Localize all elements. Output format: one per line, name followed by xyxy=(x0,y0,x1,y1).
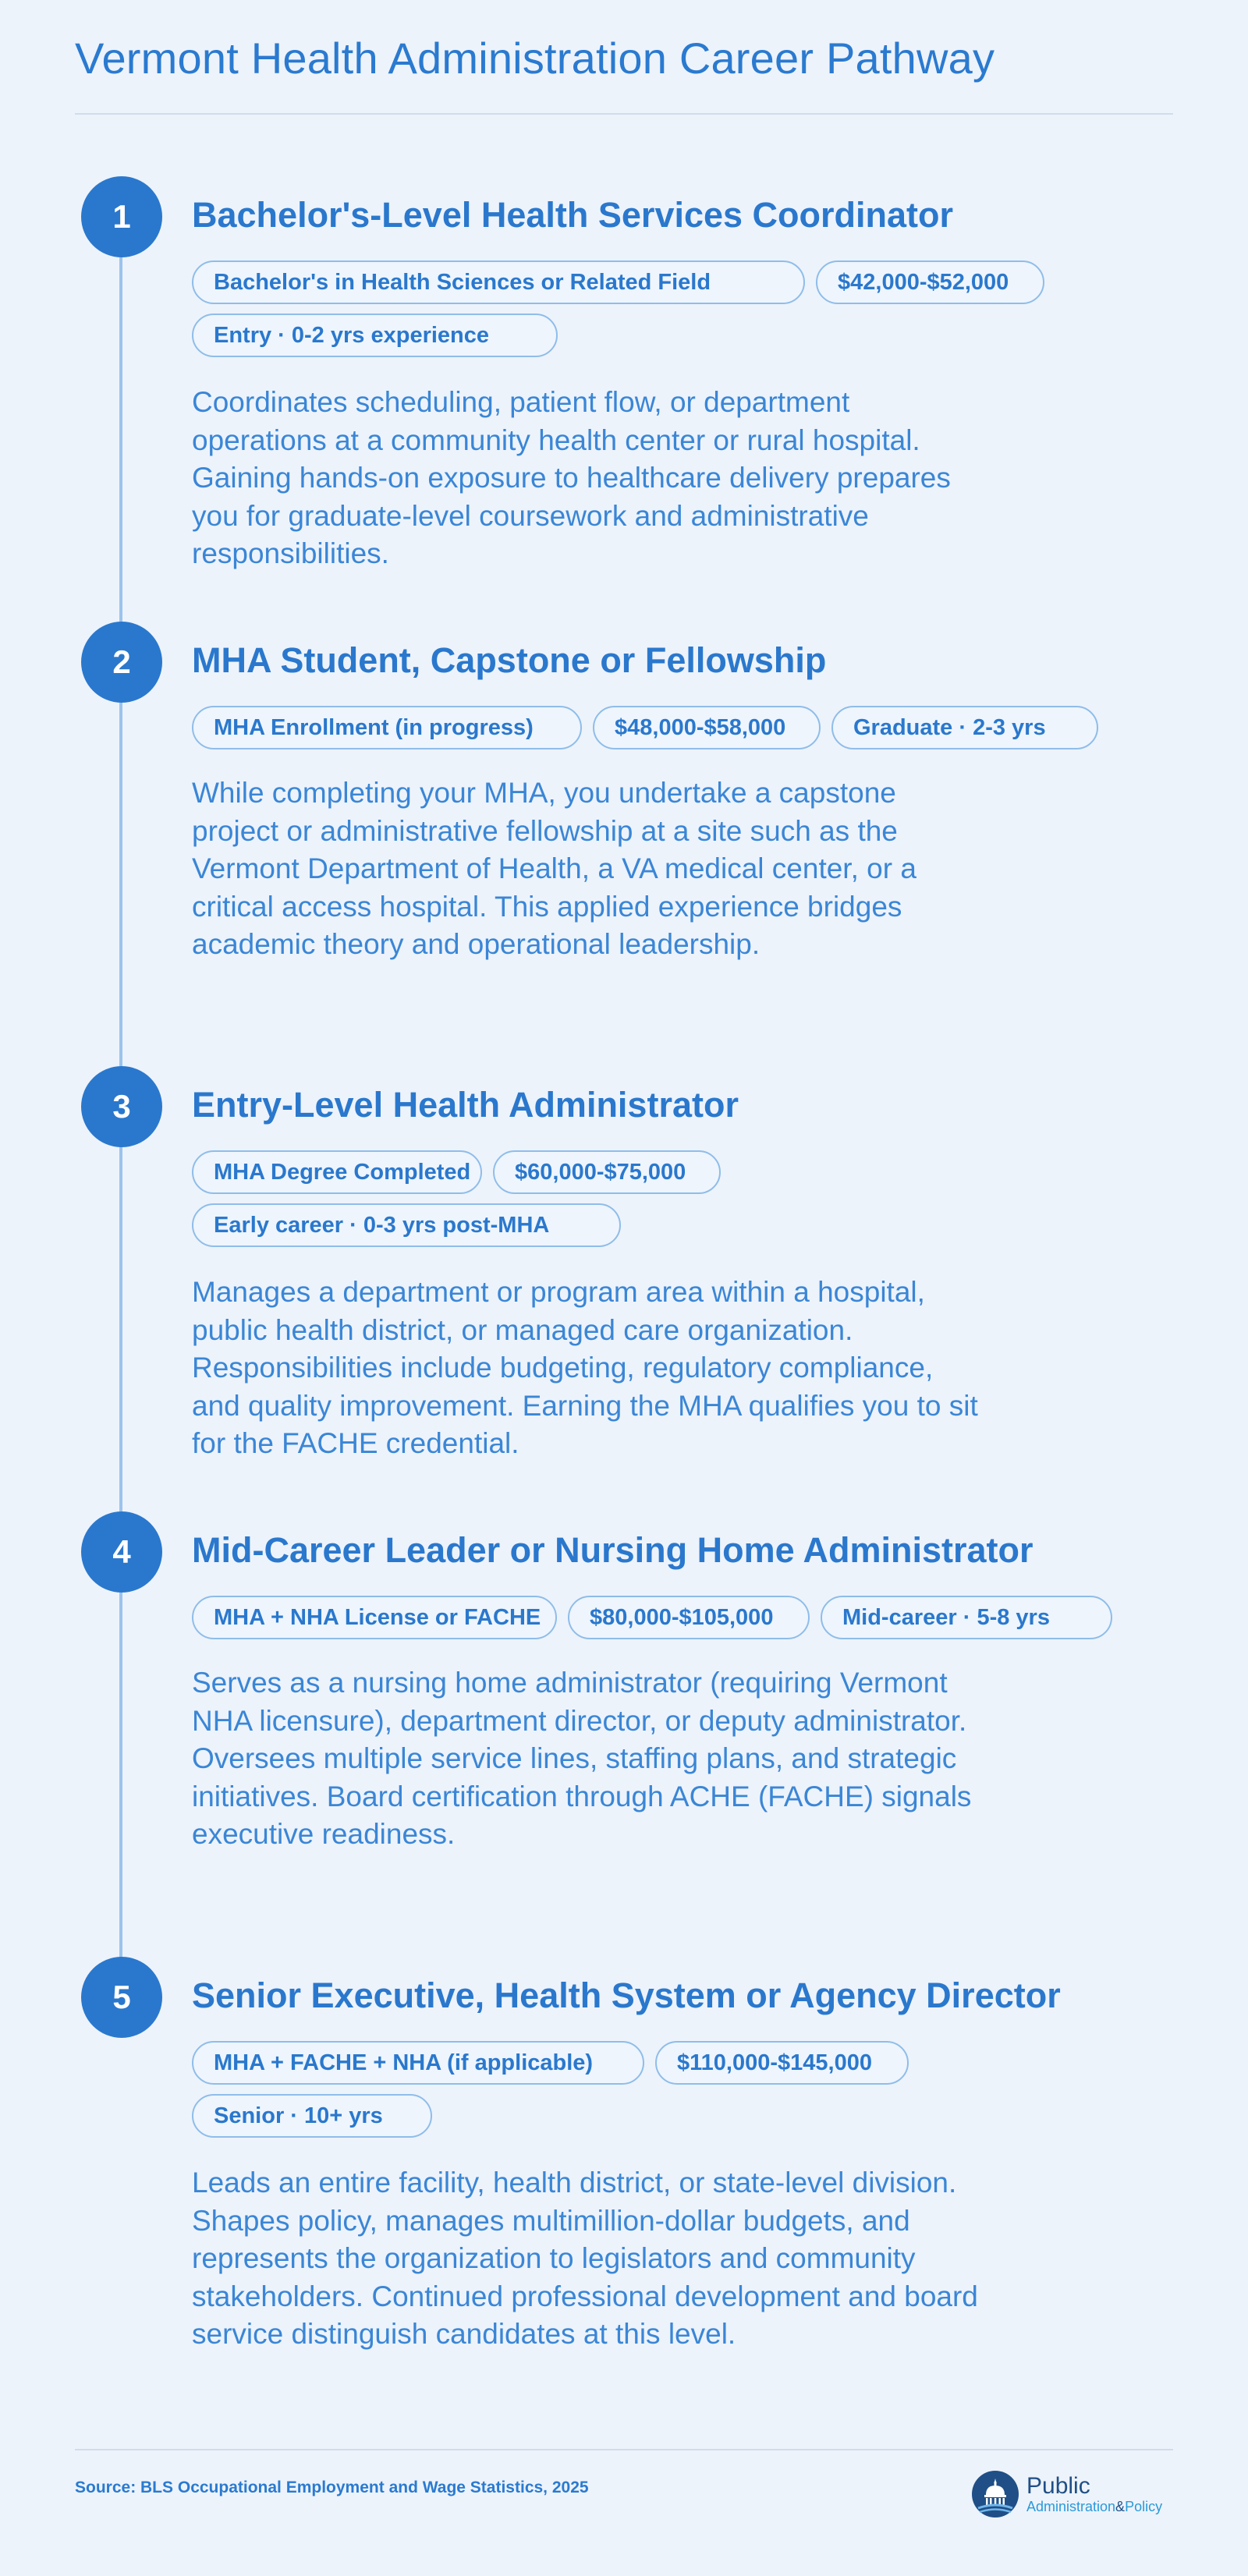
page-title: Vermont Health Administration Career Pathway xyxy=(75,34,995,83)
header-divider xyxy=(75,113,1173,115)
experience-tag: Early career · 0-3 yrs post-MHA xyxy=(192,1203,621,1247)
experience-tag: Mid-career · 5-8 yrs xyxy=(821,1596,1112,1639)
step-tags xyxy=(192,2041,1136,2138)
education-tag: MHA Degree Completed xyxy=(192,1150,482,1194)
step-tags xyxy=(192,260,1136,357)
footer-divider xyxy=(75,2449,1173,2450)
experience-tag: Graduate · 2-3 yrs xyxy=(831,706,1098,749)
step-number-badge: 2 xyxy=(81,622,162,703)
step-number-badge: 5 xyxy=(81,1957,162,2038)
step-description: Serves as a nursing home administrator (requiring Vermont NHA licensure), department director, or deputy administrator. Oversees multiple service lines, staffing plans, and strategic initiatives. Board certification through ACHE (FACHE) signals executive readiness. xyxy=(192,1667,972,1850)
logo-sub-a: Administration xyxy=(1026,2499,1116,2514)
step-tags xyxy=(192,1150,1136,1247)
education-tag: MHA Enrollment (in progress) xyxy=(192,706,582,749)
logo-word: Public xyxy=(1026,2473,1090,2499)
experience-tag: Senior · 10+ yrs xyxy=(192,2094,432,2138)
salary-tag: $48,000-$58,000 xyxy=(593,706,821,749)
education-tag: MHA + NHA License or FACHE xyxy=(192,1596,557,1639)
salary-tag: $110,000-$145,000 xyxy=(655,2041,909,2085)
step-title: MHA Student, Capstone or Fellowship xyxy=(192,640,827,680)
education-tag: Bachelor's in Health Sciences or Related Field xyxy=(192,260,805,304)
step-tags xyxy=(192,706,1136,749)
step-description: Coordinates scheduling, patient flow, or department operations at a community health center or rural hospital. Gaining hands-on exposure to healthcare delivery prepares you for graduate-level coursework and administrative responsibilities. xyxy=(192,386,951,569)
capitol-dome-icon xyxy=(970,2469,1020,2519)
step-description: Leads an entire facility, health district, or state-level division. Shapes policy, manages multimillion-dollar budgets, and represents the organization to legislators and community stakeholders. Continued professional development and board service distinguish candidates at this level. xyxy=(192,2167,978,2350)
salary-tag: $80,000-$105,000 xyxy=(568,1596,810,1639)
step-description: While completing your MHA, you undertake a capstone project or administrative fellowship at a site such as the Vermont Department of Health, a VA medical center, or a critical access hospital. This applied experience bridges academic theory and operational leadership. xyxy=(192,777,916,960)
logo-wordmark xyxy=(1026,2475,1162,2514)
education-tag: MHA + FACHE + NHA (if applicable) xyxy=(192,2041,644,2085)
experience-tag: Entry · 0-2 yrs experience xyxy=(192,314,558,357)
step-number-badge: 3 xyxy=(81,1066,162,1147)
step-title: Senior Executive, Health System or Agency Director xyxy=(192,1975,1061,2015)
step-title: Mid-Career Leader or Nursing Home Administrator xyxy=(192,1530,1034,1570)
step-title: Entry-Level Health Administrator xyxy=(192,1085,739,1125)
logo-sub-b: Policy xyxy=(1125,2499,1163,2514)
logo-sub-amp: & xyxy=(1115,2499,1126,2514)
publisher-logo[interactable] xyxy=(970,2469,1162,2519)
step-tags xyxy=(192,1596,1136,1639)
salary-tag: $42,000-$52,000 xyxy=(816,260,1044,304)
step-number-badge: 4 xyxy=(81,1511,162,1593)
step-title: Bachelor's-Level Health Services Coordinator xyxy=(192,195,954,235)
step-number-badge: 1 xyxy=(81,176,162,257)
salary-tag: $60,000-$75,000 xyxy=(493,1150,721,1194)
source-note: Source: BLS Occupational Employment and Wage Statistics, 2025 xyxy=(75,2479,589,2496)
logo-subtitle xyxy=(1026,2500,1162,2514)
step-description: Manages a department or program area within a hospital, public health district, or managed care organization. Responsibilities include budgeting, regulatory compliance, and quality improvement. Earning the MHA qualifies you to sit for the FACHE credential. xyxy=(192,1276,978,1459)
